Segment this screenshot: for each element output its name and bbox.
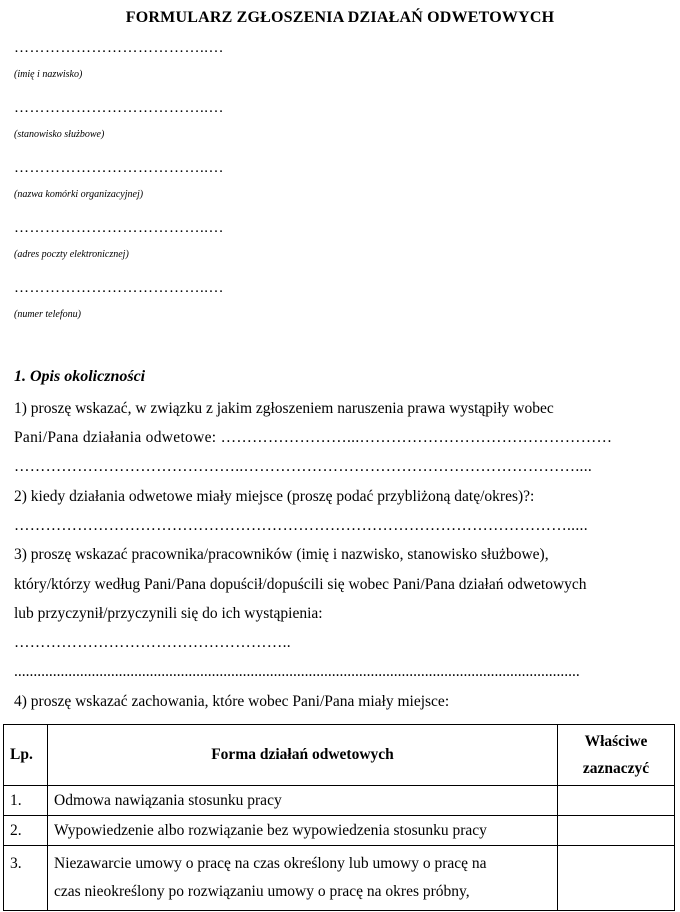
row-check-cell[interactable] [558,816,675,846]
department-field[interactable]: ………………………………..… [14,160,224,176]
question-2-text: 2) kiedy działania odwetowe miały miejsce (proszę podać przybliżoną datę/okres)?: [14,488,535,505]
form-title: FORMULARZ ZGŁOSZENIA DZIAŁAŃ ODWETOWYCH [125,9,555,26]
row-text: Wypowiedzenie albo rozwiązanie bez wypowiedzenia stosunku pracy [48,816,558,846]
header-check-line1: Właściwe [584,733,648,750]
position-field[interactable]: ………………………………..… [14,100,224,116]
question-3-text: 3) proszę wskazać pracownika/pracowników (imię i nazwisko, stanowisko służbowe), [14,546,549,563]
question-4-text: 4) proszę wskazać zachowania, które wobec Pani/Pana miały miejsce: [14,693,450,710]
header-form: Forma działań odwetowych [48,725,558,786]
row-text-line2: czas nieokreślony po rozwiązaniu umowy o pracę na okres próbny, [54,883,470,900]
retaliation-table [3,724,675,911]
question-3-text-2: który/którzy według Pani/Pana dopuścił/dopuścili się wobec Pani/Pana działań odwetowych [14,576,587,593]
row-number: 3. [4,846,48,911]
table-row [4,786,675,816]
phone-field[interactable]: ………………………………..… [14,280,224,296]
question-3-answer-line-2[interactable]: .................................................................................................................................................. [14,663,580,680]
header-check [558,725,675,786]
table-row [4,846,675,911]
name-field[interactable]: ………………………………..… [14,40,224,56]
section-heading: 1. Opis okoliczności [14,368,146,385]
row-text-line1: Niezawarcie umowy o pracę na czas określony lub umowy o pracę na [54,855,487,872]
row-text: Odmowa nawiązania stosunku pracy [48,786,558,816]
table-header-row [4,725,675,786]
department-caption: (nazwa komórki organizacyjnej) [14,189,144,200]
row-number: 2. [4,816,48,846]
position-caption: (stanowisko służbowe) [14,129,105,140]
row-check-cell[interactable] [558,846,675,911]
phone-caption: (numer telefonu) [14,309,81,320]
table-row [4,816,675,846]
email-caption: (adres poczty elektronicznej) [14,249,129,260]
header-check-line2: zaznaczyć [582,760,650,777]
question-3-answer-line[interactable]: …………………………………………….. [14,634,291,651]
question-3-text-3: lub przyczynił/przyczynili się do ich wystąpienia: [14,605,323,622]
question-1-answer-line-2[interactable]: ……………………………………..……………………………………………………….... [14,458,593,475]
question-2-answer-line[interactable]: ……………………………………………………………………………………………..... [14,517,588,534]
email-field[interactable]: ………………………………..… [14,220,224,236]
question-1-text: 1) proszę wskazać, w związku z jakim zgłoszeniem naruszenia prawa wystąpiły wobec [14,400,554,417]
question-1-answer-line[interactable]: Pani/Pana działania odwetowe: ……………………...………………………………………… [14,429,613,446]
row-number: 1. [4,786,48,816]
row-check-cell[interactable] [558,786,675,816]
row-text [48,846,558,911]
header-lp: Lp. [4,725,48,786]
name-caption: (imię i nazwisko) [14,69,83,80]
